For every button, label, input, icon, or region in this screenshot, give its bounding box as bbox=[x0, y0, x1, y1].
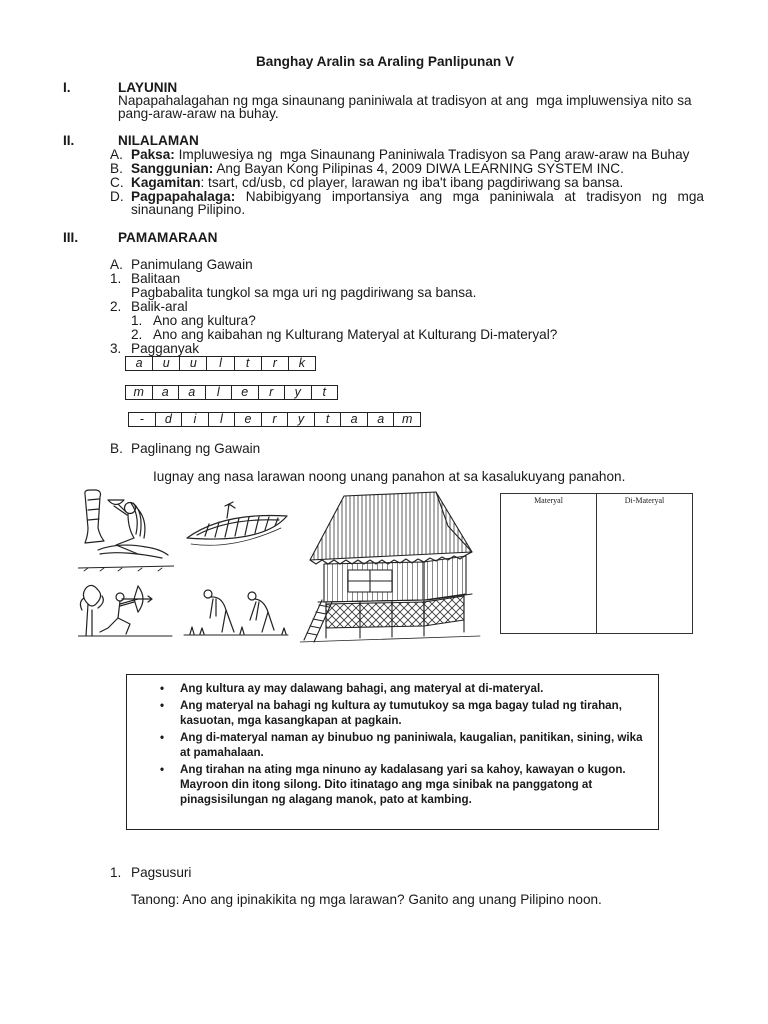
item-paksa bbox=[131, 147, 689, 162]
notes-list bbox=[127, 675, 658, 807]
step-letter: B. bbox=[110, 441, 123, 456]
note-line: • Ang tirahan na ating mga ninuno ay kadalasang yari sa kahoy, kawayan o kugon. bbox=[180, 763, 626, 776]
item-letter: A. bbox=[110, 147, 123, 162]
materyal-table bbox=[500, 493, 693, 634]
note-item bbox=[127, 698, 658, 728]
item-sanggunian bbox=[131, 161, 624, 176]
illustration-boat bbox=[183, 498, 291, 560]
letter-cell: a bbox=[126, 357, 153, 370]
step-paglinang-ng-gawain: Paglinang ng Gawain bbox=[131, 441, 261, 456]
table-header-di-materyal: Di-Materyal bbox=[624, 496, 665, 505]
illustration-farmers bbox=[182, 580, 292, 638]
letter-cell: r bbox=[259, 386, 286, 399]
letter-cell: e bbox=[235, 413, 262, 426]
table-column-di-materyal bbox=[596, 494, 692, 633]
note-item bbox=[127, 762, 658, 807]
letter-cell: - bbox=[129, 413, 156, 426]
section-heading-pamamaraan: PAMAMARAAN bbox=[118, 230, 218, 245]
scrambled-word-row bbox=[125, 385, 338, 400]
illustration-archer bbox=[78, 580, 174, 638]
step-balitaan: Balitaan bbox=[131, 271, 181, 286]
scrambled-word-row bbox=[125, 356, 316, 371]
letter-cell: r bbox=[262, 357, 289, 370]
note-line: • Ang di-materyal naman ay binubuo ng paniniwala, kaugalian, panitikan, sining, wika bbox=[180, 731, 643, 744]
letter-cell: u bbox=[153, 357, 180, 370]
note-line: at pamahalaan. bbox=[180, 746, 264, 759]
note-line: • Ang materyal na bahagi ng kultura ay tumutukoy sa mga bagay tulad ng tirahan, bbox=[180, 699, 622, 712]
item-label: Paksa: bbox=[131, 147, 175, 162]
letter-cell: k bbox=[298, 356, 306, 370]
section-numeral-nilalaman: II. bbox=[63, 133, 75, 148]
letter-cell: e bbox=[232, 386, 259, 399]
letter-cell: l bbox=[206, 386, 233, 399]
letter-cell: a bbox=[153, 386, 180, 399]
letter-cell: u bbox=[180, 357, 207, 370]
illustration-nipa-hut bbox=[300, 488, 482, 644]
item-letter: B. bbox=[110, 161, 123, 176]
note-line: Mayroon din itong silong. Dito itinatago ang mga sinibak na panggatong at bbox=[180, 778, 593, 791]
balitaan-text: Pagbabalita tungkol sa mga uri ng pagdiriwang sa bansa. bbox=[131, 285, 477, 300]
letter-cell: m bbox=[402, 412, 413, 426]
letter-cell: l bbox=[207, 357, 234, 370]
step-panimulang-gawain: Panimulang Gawain bbox=[131, 257, 253, 272]
item-text: : tsart, cd/usb, cd player, larawan ng iba't ibang pagdiriwang sa bansa. bbox=[200, 175, 624, 190]
layunin-text-line: Napapahalagahan ng mga sinaunang paniniwala at tradisyon at ang mga impluwensiya nito sa bbox=[118, 93, 692, 108]
note-line: pinagsisilungan ng alagang manok, pato at kambing. bbox=[180, 793, 472, 806]
note-line: kasuotan, mga kasangkapan at pagkain. bbox=[180, 714, 402, 727]
section-numeral-layunin: I. bbox=[63, 80, 71, 95]
question-text: Ano ang kultura? bbox=[153, 313, 256, 328]
letter-cell: t bbox=[322, 385, 326, 399]
section-heading-layunin: LAYUNIN bbox=[118, 80, 178, 95]
item-text: Ang Bayan Kong Pilipinas 4, 2009 DIWA LEARNING SYSTEM INC. bbox=[213, 161, 624, 176]
letter-cell: t bbox=[235, 357, 262, 370]
layunin-text-line: pang-araw-araw na buhay. bbox=[118, 106, 279, 121]
letter-cell: a bbox=[179, 386, 206, 399]
table-header-materyal: Materyal bbox=[534, 496, 563, 505]
step-pagganyak: Pagganyak bbox=[131, 341, 200, 356]
question-number: 1. bbox=[131, 313, 143, 328]
letter-cell: a bbox=[341, 413, 368, 426]
item-text: Impluwesiya ng mga Sinaunang Paniniwala Tradisyon sa Pang araw-araw na Buhay bbox=[174, 147, 690, 162]
pagsusuri-question: Tanong: Ano ang ipinakikita ng mga larawan? Ganito ang unang Pilipino noon. bbox=[131, 892, 602, 907]
item-letter: C. bbox=[110, 175, 124, 190]
step-balik-aral: Balik-aral bbox=[131, 299, 188, 314]
item-label: Kagamitan bbox=[131, 175, 201, 190]
letter-cell: l bbox=[209, 413, 236, 426]
step-number: 2. bbox=[110, 299, 122, 314]
note-line: • Ang kultura ay may dalawang bahagi, ang materyal at di-materyal. bbox=[180, 682, 544, 695]
letter-cell: y bbox=[285, 386, 312, 399]
section-heading-nilalaman: NILALAMAN bbox=[118, 133, 199, 148]
note-item bbox=[127, 730, 658, 760]
letter-cell: t bbox=[315, 413, 342, 426]
scrambled-word-row bbox=[128, 412, 421, 427]
letter-cell: y bbox=[288, 413, 315, 426]
notes-box bbox=[126, 674, 659, 830]
item-label: Sanggunian: bbox=[131, 161, 214, 176]
item-label: Pagpapahalaga: bbox=[131, 189, 236, 204]
step-number: 3. bbox=[110, 341, 122, 356]
table-column-materyal bbox=[501, 494, 596, 633]
step-number: 1. bbox=[110, 271, 122, 286]
question-number: 2. bbox=[131, 327, 143, 342]
letter-cell: i bbox=[182, 413, 209, 426]
letter-cell: m bbox=[126, 386, 153, 399]
letter-cell: a bbox=[368, 413, 395, 426]
illustration-grinding bbox=[78, 488, 174, 572]
note-item bbox=[127, 681, 658, 696]
step-letter: A. bbox=[110, 257, 123, 272]
step-number: 1. bbox=[110, 865, 122, 880]
item-kagamitan bbox=[131, 175, 623, 190]
section-numeral-pamamaraan: III. bbox=[63, 230, 79, 245]
item-text-continuation: sinaunang Pilipino. bbox=[131, 202, 246, 217]
page-title: Banghay Aralin sa Araling Panlipunan V bbox=[255, 54, 515, 69]
step-pagsusuri: Pagsusuri bbox=[131, 865, 192, 880]
letter-cell: d bbox=[156, 413, 183, 426]
item-letter: D. bbox=[110, 189, 124, 204]
paglinang-instruction: Iugnay ang nasa larawan noong unang panahon at sa kasalukuyang panahon. bbox=[153, 469, 626, 484]
item-text: Nabibigyang importansiya ang mga paniniwala at tradisyon ng mga bbox=[235, 189, 704, 204]
letter-cell: r bbox=[262, 413, 289, 426]
question-text: Ano ang kaibahan ng Kulturang Materyal at Kulturang Di-materyal? bbox=[153, 327, 558, 342]
